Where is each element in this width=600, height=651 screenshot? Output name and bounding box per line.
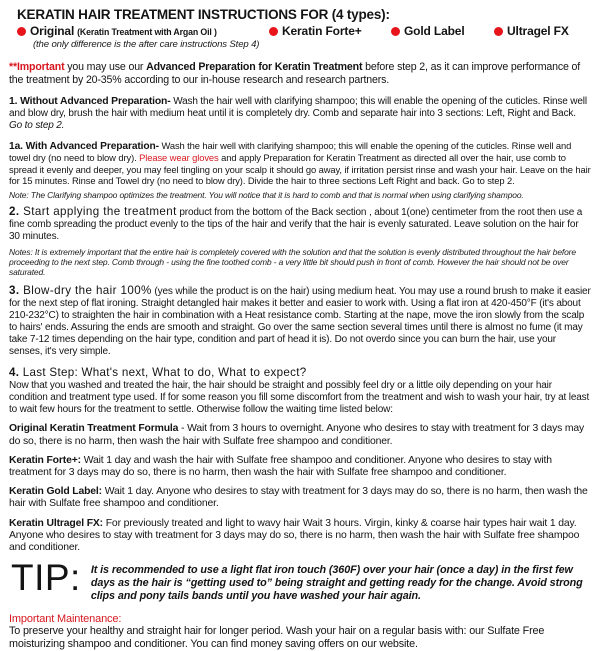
maintenance-body: To preserve your healthy and straight hair for longer period. Wash your hair on a regular basis with: our Sulfate Free moisturizing shampoo and conditioner. You can find money saving offers on our website.	[9, 625, 545, 650]
product-ultragel-fx	[494, 24, 569, 38]
product-keratin-forte	[269, 24, 391, 38]
important-pre-text: you may use our	[64, 61, 147, 73]
saturation-note: Notes: It is extremely important that the entire hair is completely covered with the solution and that the solution is evenly distributed throughout the hair before proceeding to the next step. Comb through - using the fine toothed comb - a very little bit should push in front of comb. However the hair should not be over saturated.	[9, 247, 576, 278]
step-1-body: Wash the hair well with clarifying shampoo; this will enable the opening of the cuticles. Rinse well and blow dry, brush the hair with medium heat until it is completely dry. Comb and separate hair into 3 sections: Left, Right and Back.	[9, 96, 587, 120]
step-4-title: Last Step: What's next, What to do, What to expect?	[19, 366, 307, 380]
step-2-number: 2.	[9, 205, 20, 219]
aftercare-forte-label: Keratin Forte+:	[9, 454, 81, 466]
red-bullet-icon	[391, 27, 400, 36]
step-2-title: Start applying the treatment	[19, 205, 177, 219]
aftercare-gold-label-label: Keratin Gold Label:	[9, 486, 102, 498]
aftercare-original-label: Original Keratin Treatment Formula	[9, 423, 179, 435]
product-name: Original	[30, 24, 75, 38]
step-1-heading: 1. Without Advanced Preparation-	[9, 96, 171, 108]
step-2-heading	[9, 205, 177, 218]
clarifying-shampoo-note: Note: The Clarifying shampoo optimizes the treatment. You will notice that it is hard to comb and that is normal when using clarifying shampoo.	[9, 190, 524, 201]
header-note: (the only difference is the after care instructions Step 4)	[33, 39, 260, 50]
step-1a-paragraph	[9, 140, 591, 186]
aftercare-gold-label	[9, 486, 591, 510]
aftercare-original	[9, 423, 591, 447]
step-2-paragraph	[9, 206, 591, 243]
step-4-paragraph	[9, 367, 591, 416]
step-3-title: Blow-dry the hair 100%	[19, 284, 152, 298]
step-1-paragraph	[9, 96, 591, 132]
important-bold-text: Advanced Preparation for Keratin Treatment	[146, 61, 363, 73]
step-4-number: 4.	[9, 366, 20, 380]
product-original	[17, 24, 269, 38]
aftercare-ultragel-label: Keratin Ultragel FX:	[9, 517, 103, 529]
aftercare-original-body: - Wait from 3 hours to overnight. Anyone who desires to stay with treatment for 3 days may do so, there is no harm, then wash the hair with Sulfate free shampoo and conditioner.	[9, 423, 585, 447]
step-2-body: product from the bottom of the Back section , about 1(one) centimeter from the root then use a fine comb spreading the product evenly to the tips of the hair and verify that the hair is evenly saturated. Leave solution on the hair for 30 minutes.	[9, 207, 583, 243]
important-paragraph	[9, 61, 591, 86]
step-1a-body-post: and apply Preparation for Keratin Treatment as directed all over the hair, use comb to spread it evenly and deeper, you may feel tingling on your scalp it should go away, if irritation persist rinse and wash your hair. Leave on the hair for 15 minutes. Rinse and Towel dry (no need to blow dry). Divide the hair to three sections Left Right and back. Go to step 2.	[9, 152, 591, 187]
aftercare-ultragel-body: For previously treated and light to wavy hair Wait 3 hours. Virgin, kinky & coarse hair types hair wait 1 day. Anyone who desires to stay with treatment for 3 days may do so, there is no harm, then wash the hair with Sulfate free shampoo and conditioner.	[9, 517, 580, 553]
product-subtitle: (Keratin Treatment with Argan Oil )	[77, 27, 217, 37]
product-name: Keratin Forte+	[282, 24, 362, 38]
step-4-heading	[9, 367, 591, 379]
step-3-body: (yes while the product is on the hair) using medium heat. You may use a round brush to make it easier for the next step of flat ironing. Straight detangled hair makes it better and easier to work with. Using a flat iron at 420-450°F (it's about 210-232°C) to straighten the hair in combination with a Heat resistance comb. Starting at the nape, move the iron slowly from the scalp to hairs' ends. Assuring the ends are smooth and straight. Go over the same section several times until there is almost no fume (it may take 7-12 times depending on the hair type, condition and part of head it is). Do not overdo since you can burn the hair, use your senses, it's very simple.	[9, 286, 591, 358]
tip-text: It is recommended to use a light flat iron touch (360F) over your hair (once a day) in the first few days as the hair is “getting used to” being straight and getting ready for the change. Avoid strong clips and pony tails bands until you have washed your hair again.	[90, 564, 583, 602]
tip-section	[9, 557, 591, 602]
product-type-row	[17, 24, 591, 38]
product-gold-label	[391, 24, 494, 38]
step-3-number: 3.	[9, 284, 20, 298]
maintenance-section	[9, 613, 591, 651]
step-3-heading	[9, 284, 152, 297]
aftercare-gold-label-body: Wait 1 day. Anyone who desires to stay with treatment for 3 days may do so, there is no harm, then wash the hair with Sulfate free shampoo and conditioner.	[9, 486, 588, 510]
important-label: **Important	[9, 61, 65, 73]
product-name: Gold Label	[404, 24, 465, 38]
aftercare-forte-body: Wait 1 day and wash the hair with Sulfate free shampoo and conditioner. Anyone who desires to stay with treatment for 3 days may do so, there is no harm, then wash the hair with Sulfate free shampoo and conditioner.	[9, 454, 552, 478]
product-name: Ultragel FX	[507, 24, 569, 38]
red-bullet-icon	[494, 27, 503, 36]
red-bullet-icon	[269, 27, 278, 36]
step-1-goto: Go to step 2.	[9, 120, 65, 132]
step-1a-heading: 1a. With Advanced Preparation-	[9, 141, 159, 153]
step-1a-body-pre: Wash the hair well with clarifying shampoo; this will enable the opening of the cuticles. Rinse well and towel dry (no need to blow dry).	[9, 140, 572, 164]
red-bullet-icon	[17, 27, 26, 36]
page-title: KERATIN HAIR TREATMENT INSTRUCTIONS FOR (4 types):	[17, 7, 390, 22]
step-4-body: Now that you washed and treated the hair, the hair should be straight and possibly feel dry or a little oily depending on your hair condition and treatment type used. If for some reason you fill some discomfort from the treatment and wish to wash your hair, try at least to wait few hours for the treatment to settle. Otherwise follow the waiting time listed below:	[9, 380, 590, 416]
aftercare-forte	[9, 455, 591, 479]
tip-label: TIP:	[11, 557, 81, 599]
step-1a-gloves-warning: Please wear gloves	[139, 152, 219, 164]
aftercare-ultragel	[9, 518, 591, 555]
maintenance-title: Important Maintenance:	[9, 612, 122, 625]
important-post-text: before step 2, as it can improve performance of the treatment by 20-35% according to our in-house research and research partners.	[9, 61, 581, 86]
step-3-paragraph	[9, 285, 591, 358]
